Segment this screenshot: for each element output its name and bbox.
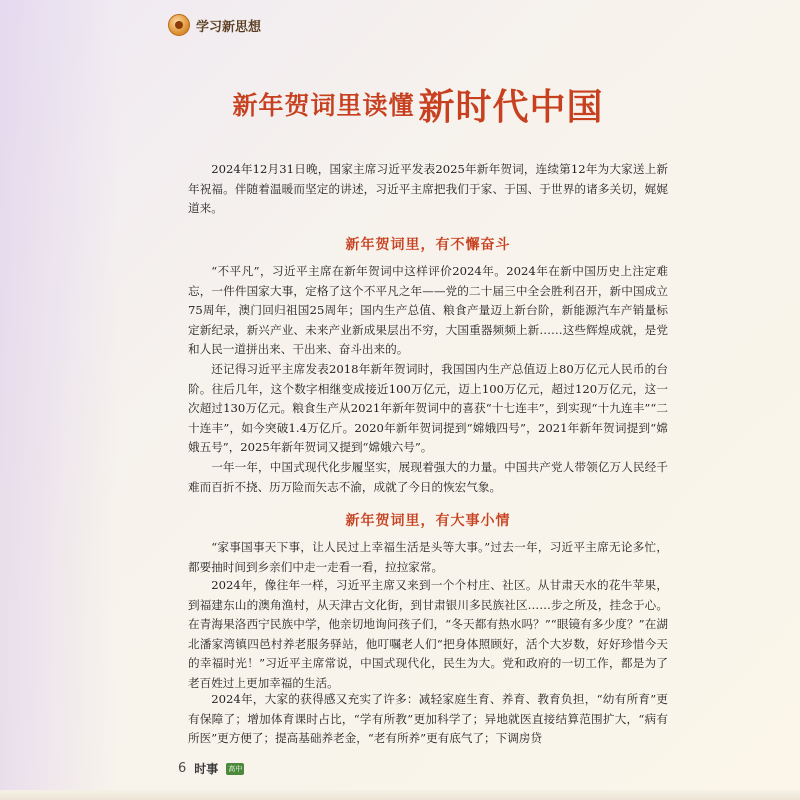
section-heading-1: 新年贺词里，有不懈奋斗: [345, 237, 511, 253]
article-title: [222, 80, 614, 128]
page-edge-shading: [0, 0, 120, 800]
column-name: 学习新思想: [196, 19, 262, 35]
section1-paragraph-1: “不平凡”，习近平主席在新年贺词中这样评价2024年。2024年在新中国历史上注定难忘，一件件国家大事，定格了这个不平凡之年——党的二十届三中全会胜利召开，新中国成立75周年，澳门回归祖国25周年；国内生产总值、粮食产量迈上新台阶，新能源汽车产销量标定新纪录，新兴产业、未来产业新成果层出不穷，大国重器频频上新……这些辉煌成就，是党和人民一道拼出来、干出来、奋斗出来的。: [188, 264, 668, 356]
section1-paragraph-3: 一年一年，中国式现代化步履坚实，展现着强大的力量。中国共产党人带领亿万人民经千难而百折不挠、历万险而矢志不渝，成就了今日的恢宏气象。: [188, 460, 668, 494]
section2-paragraph-3: 2024年，大家的获得感又充实了许多：减轻家庭生育、养育、教育负担，“幼有所育”更有保障了；增加体育课时占比，“学有所教”更加科学了；异地就医直接结算范围扩大，“病有所医”更方便了；提高基础养老金，“老有所养”更有底气了；下调房贷: [188, 692, 668, 745]
column-header: [168, 14, 261, 36]
page-footer: [178, 760, 244, 777]
intro-paragraph: 2024年12月31日晚，国家主席习近平发表2025年新年贺词，连续第12年为大家送上新年祝福。伴随着温暖而坚定的讲述，习近平主席把我们于家、于国、于世界的诸多关切，娓娓道来。: [188, 162, 668, 215]
section1-paragraph-2: 还记得习近平主席发表2018年新年贺词时，我国国内生产总值迈上80万亿元人民币的台阶。往后几年，这个数字相继变成接近100万亿元，迈上100万亿元，超过120万亿元，这一次超过130万亿元。粮食生产从2021年新年贺词中的喜获“十七连丰”，到实现“十九连丰”“二十连丰”，如今突破1.4万亿斤。2020年新年贺词提到“嫦娥四号”，2021年新年贺词提到“嫦娥五号”，2025年新年贺词又提到“嫦娥六号”。: [188, 362, 668, 454]
section2-paragraph-2: 2024年，像往年一样，习近平主席又来到一个个村庄、社区。从甘肃天水的花牛苹果，到福建东山的澳角渔村，从天津古文化街，到甘肃银川多民族社区……步之所及，挂念于心。在青海果洛西宁民族中学，他亲切地询问孩子们，“冬天都有热水吗？”“眼镜有多少度？”在湖北潘家湾镇四邑村养老服务驿站，他叮嘱老人们“把身体照顾好，活个大岁数，好好珍惜今天的幸福时光！”习近平主席常说，中国式现代化，民生为大。党和政府的一切工作，都是为了老百姓过上更加幸福的生活。: [188, 578, 668, 690]
bottom-edge: [0, 790, 800, 800]
section2-paragraph-1: “家事国事天下事，让人民过上幸福生活是头等大事。”过去一年，习近平主席无论多忙，都要抽时间到乡亲们中走一走看一看，拉拉家常。: [188, 540, 668, 574]
magazine-name: 时事: [194, 762, 219, 776]
page-number: 6: [178, 761, 187, 776]
section-heading-2: 新年贺词里，有大事小情: [345, 513, 511, 529]
column-badge-icon: [168, 14, 190, 36]
edition-tag: 高中: [228, 764, 243, 773]
title-prefix: 新年贺词里读懂: [232, 91, 415, 120]
title-emphasis: 新时代中国: [418, 85, 604, 128]
